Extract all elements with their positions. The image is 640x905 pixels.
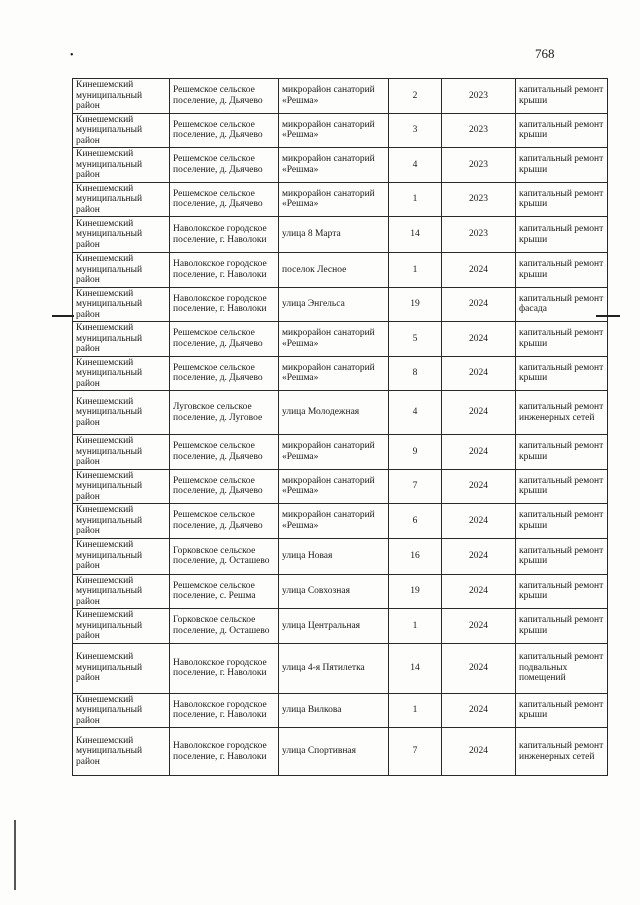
house-number-cell: 4: [389, 148, 442, 183]
table-row: [73, 356, 608, 391]
work-type-cell: капитальный ремонт крыши: [516, 609, 608, 644]
house-number-cell: 16: [389, 538, 442, 574]
district-cell: Кинешемский муниципальный район: [73, 504, 170, 539]
settlement-cell: Решемское сельское поселение, д. Дьячево: [170, 435, 279, 470]
year-cell: 2023: [442, 217, 516, 253]
scan-separator-right: [596, 315, 620, 323]
table-row: [73, 217, 608, 253]
housing-repair-table: [72, 78, 608, 776]
work-type-cell: капитальный ремонт инженерных сетей: [516, 391, 608, 435]
work-type-cell: капитальный ремонт крыши: [516, 693, 608, 728]
work-type-cell: капитальный ремонт крыши: [516, 322, 608, 357]
street-cell: микрорайон санаторий «Решма»: [279, 322, 389, 357]
street-cell: улица Молодежная: [279, 391, 389, 435]
street-cell: микрорайон санаторий «Решма»: [279, 504, 389, 539]
table-row: [73, 253, 608, 288]
district-cell: Кинешемский муниципальный район: [73, 435, 170, 470]
table-row: [73, 148, 608, 183]
work-type-cell: капитальный ремонт инженерных сетей: [516, 728, 608, 776]
house-number-cell: 14: [389, 643, 442, 693]
house-number-cell: 14: [389, 217, 442, 253]
district-cell: Кинешемский муниципальный район: [73, 538, 170, 574]
year-cell: 2024: [442, 728, 516, 776]
work-type-cell: капитальный ремонт подвальных помещений: [516, 643, 608, 693]
work-type-cell: капитальный ремонт крыши: [516, 217, 608, 253]
year-cell: 2024: [442, 391, 516, 435]
table-row: [73, 435, 608, 470]
settlement-cell: Решемское сельское поселение, д. Дьячево: [170, 79, 279, 114]
street-cell: микрорайон санаторий «Решма»: [279, 356, 389, 391]
district-cell: Кинешемский муниципальный район: [73, 79, 170, 114]
house-number-cell: 8: [389, 356, 442, 391]
district-cell: Кинешемский муниципальный район: [73, 728, 170, 776]
street-cell: улица Энгельса: [279, 287, 389, 322]
work-type-cell: капитальный ремонт крыши: [516, 253, 608, 288]
street-cell: улица 8 Марта: [279, 217, 389, 253]
district-cell: Кинешемский муниципальный район: [73, 148, 170, 183]
settlement-cell: Наволокское городское поселение, г. Наволоки: [170, 693, 279, 728]
work-type-cell: капитальный ремонт крыши: [516, 356, 608, 391]
year-cell: 2024: [442, 574, 516, 609]
table-row: [73, 113, 608, 148]
settlement-cell: Наволокское городское поселение, г. Наволоки: [170, 728, 279, 776]
settlement-cell: Решемское сельское поселение, д. Дьячево: [170, 148, 279, 183]
work-type-cell: капитальный ремонт крыши: [516, 435, 608, 470]
house-number-cell: 1: [389, 609, 442, 644]
year-cell: 2024: [442, 609, 516, 644]
settlement-cell: Горковское сельское поселение, д. Осташево: [170, 538, 279, 574]
year-cell: 2024: [442, 287, 516, 322]
street-cell: микрорайон санаторий «Решма»: [279, 113, 389, 148]
settlement-cell: Горковское сельское поселение, д. Осташево: [170, 609, 279, 644]
year-cell: 2024: [442, 643, 516, 693]
settlement-cell: Наволокское городское поселение, г. Наволоки: [170, 217, 279, 253]
district-cell: Кинешемский муниципальный район: [73, 322, 170, 357]
street-cell: микрорайон санаторий «Решма»: [279, 182, 389, 217]
year-cell: 2023: [442, 182, 516, 217]
scan-margin-line: [14, 820, 16, 890]
settlement-cell: Наволокское городское поселение, г. Наволоки: [170, 643, 279, 693]
district-cell: Кинешемский муниципальный район: [73, 356, 170, 391]
district-cell: Кинешемский муниципальный район: [73, 113, 170, 148]
table-row: [73, 79, 608, 114]
street-cell: микрорайон санаторий «Решма»: [279, 469, 389, 504]
table-row: [73, 182, 608, 217]
year-cell: 2024: [442, 538, 516, 574]
work-type-cell: капитальный ремонт крыши: [516, 574, 608, 609]
work-type-cell: капитальный ремонт крыши: [516, 113, 608, 148]
house-number-cell: 1: [389, 693, 442, 728]
table-row: [73, 504, 608, 539]
street-cell: улица Центральная: [279, 609, 389, 644]
work-type-cell: капитальный ремонт крыши: [516, 504, 608, 539]
table-row: [73, 574, 608, 609]
district-cell: Кинешемский муниципальный район: [73, 182, 170, 217]
work-type-cell: капитальный ремонт фасада: [516, 287, 608, 322]
settlement-cell: Решемское сельское поселение, д. Дьячево: [170, 469, 279, 504]
settlement-cell: Решемское сельское поселение, д. Дьячево: [170, 182, 279, 217]
district-cell: Кинешемский муниципальный район: [73, 287, 170, 322]
table-row: [73, 538, 608, 574]
street-cell: улица Новая: [279, 538, 389, 574]
table-row: [73, 643, 608, 693]
work-type-cell: капитальный ремонт крыши: [516, 538, 608, 574]
street-cell: улица Совхозная: [279, 574, 389, 609]
house-number-cell: 9: [389, 435, 442, 470]
house-number-cell: 19: [389, 287, 442, 322]
district-cell: Кинешемский муниципальный район: [73, 574, 170, 609]
settlement-cell: Решемское сельское поселение, д. Дьячево: [170, 322, 279, 357]
district-cell: Кинешемский муниципальный район: [73, 253, 170, 288]
scan-separator-left: [52, 315, 74, 323]
house-number-cell: 7: [389, 728, 442, 776]
table-row: [73, 609, 608, 644]
settlement-cell: Решемское сельское поселение, д. Дьячево: [170, 113, 279, 148]
table-row: [73, 693, 608, 728]
year-cell: 2023: [442, 148, 516, 183]
work-type-cell: капитальный ремонт крыши: [516, 182, 608, 217]
house-number-cell: 4: [389, 391, 442, 435]
street-cell: улица Спортивная: [279, 728, 389, 776]
settlement-cell: Решемское сельское поселение, д. Дьячево: [170, 504, 279, 539]
district-cell: Кинешемский муниципальный район: [73, 391, 170, 435]
district-cell: Кинешемский муниципальный район: [73, 693, 170, 728]
work-type-cell: капитальный ремонт крыши: [516, 79, 608, 114]
district-cell: Кинешемский муниципальный район: [73, 609, 170, 644]
house-number-cell: 5: [389, 322, 442, 357]
year-cell: 2023: [442, 113, 516, 148]
settlement-cell: Решемское сельское поселение, д. Дьячево: [170, 356, 279, 391]
table-row: [73, 287, 608, 322]
street-cell: улица 4-я Пятилетка: [279, 643, 389, 693]
house-number-cell: 1: [389, 253, 442, 288]
district-cell: Кинешемский муниципальный район: [73, 217, 170, 253]
street-cell: микрорайон санаторий «Решма»: [279, 148, 389, 183]
year-cell: 2023: [442, 79, 516, 114]
year-cell: 2024: [442, 253, 516, 288]
table-row: [73, 469, 608, 504]
table-row: [73, 391, 608, 435]
year-cell: 2024: [442, 693, 516, 728]
table-row: [73, 728, 608, 776]
house-number-cell: 7: [389, 469, 442, 504]
district-cell: Кинешемский муниципальный район: [73, 469, 170, 504]
street-cell: микрорайон санаторий «Решма»: [279, 435, 389, 470]
district-cell: Кинешемский муниципальный район: [73, 643, 170, 693]
house-number-cell: 2: [389, 79, 442, 114]
year-cell: 2024: [442, 322, 516, 357]
settlement-cell: Наволокское городское поселение, г. Наволоки: [170, 287, 279, 322]
work-type-cell: капитальный ремонт крыши: [516, 469, 608, 504]
scan-dot: •: [70, 50, 74, 61]
settlement-cell: Наволокское городское поселение, г. Наволоки: [170, 253, 279, 288]
year-cell: 2024: [442, 504, 516, 539]
house-number-cell: 3: [389, 113, 442, 148]
house-number-cell: 19: [389, 574, 442, 609]
table-body: [73, 79, 608, 776]
settlement-cell: Луговское сельское поселение, д. Луговое: [170, 391, 279, 435]
page-number: 768: [535, 46, 555, 61]
table-row: [73, 322, 608, 357]
year-cell: 2024: [442, 435, 516, 470]
year-cell: 2024: [442, 469, 516, 504]
house-number-cell: 6: [389, 504, 442, 539]
street-cell: поселок Лесное: [279, 253, 389, 288]
year-cell: 2024: [442, 356, 516, 391]
work-type-cell: капитальный ремонт крыши: [516, 148, 608, 183]
settlement-cell: Решемское сельское поселение, с. Решма: [170, 574, 279, 609]
house-number-cell: 1: [389, 182, 442, 217]
street-cell: микрорайон санаторий «Решма»: [279, 79, 389, 114]
street-cell: улица Вилкова: [279, 693, 389, 728]
